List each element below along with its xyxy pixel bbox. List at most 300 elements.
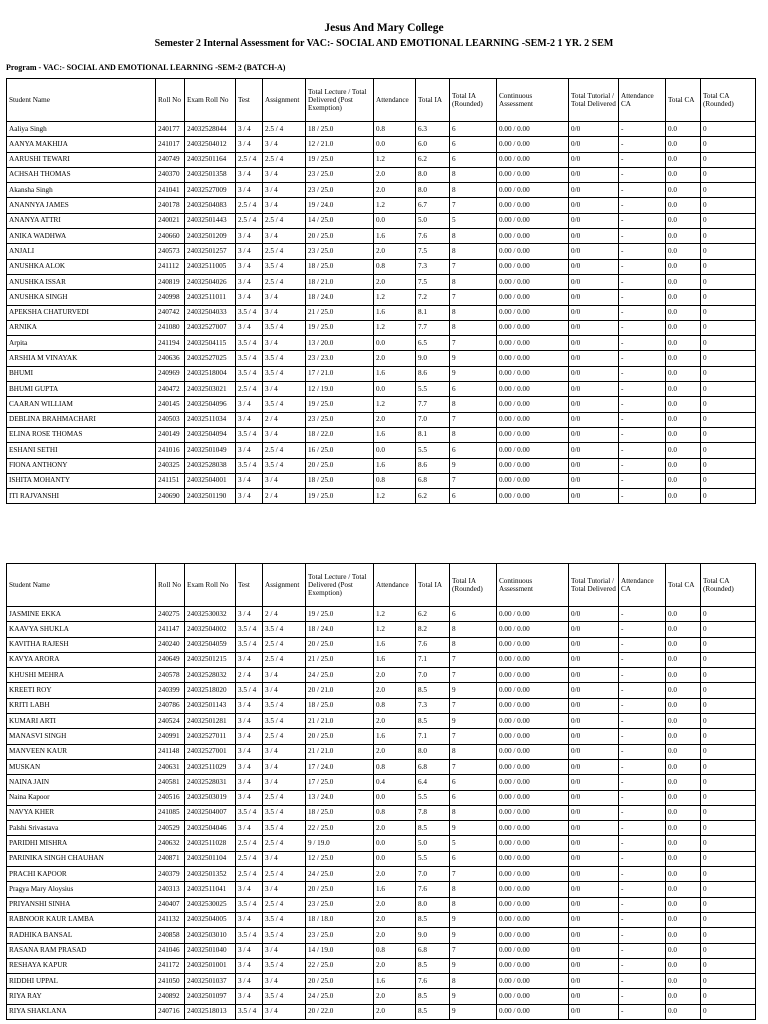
test-cell: 3 / 4 — [236, 320, 263, 335]
student-name-cell: RABNOOR KAUR LAMBA — [7, 912, 156, 927]
total-ca-rounded-cell: 0 — [701, 244, 756, 259]
total-tutorial-cell: 0/0 — [569, 167, 619, 182]
test-cell: 3 / 4 — [236, 958, 263, 973]
attendance-cell: 1.2 — [374, 622, 416, 637]
total-ia-cell: 8.0 — [416, 183, 450, 198]
table-row — [7, 821, 756, 836]
total-ca-cell: 0.0 — [666, 882, 701, 897]
attendance-ca-cell: - — [619, 244, 666, 259]
roll-no-cell: 241016 — [156, 443, 185, 458]
table-row — [7, 775, 756, 790]
total-tutorial-cell: 0/0 — [569, 397, 619, 412]
test-cell: 3.5 / 4 — [236, 305, 263, 320]
total-ca-rounded-cell: 0 — [701, 912, 756, 927]
total-ca-cell: 0.0 — [666, 1004, 701, 1019]
total-ia-cell: 7.6 — [416, 974, 450, 989]
total-lecture-cell: 21 / 25.0 — [306, 652, 374, 667]
total-ca-cell: 0.0 — [666, 443, 701, 458]
total-ca-cell: 0.0 — [666, 958, 701, 973]
total-ca-rounded-cell: 0 — [701, 714, 756, 729]
exam-roll-no-cell: 24032504083 — [185, 198, 236, 213]
exam-roll-no-cell: 24032511028 — [185, 836, 236, 851]
total-ca-cell: 0.0 — [666, 213, 701, 228]
test-cell: 3.5 / 4 — [236, 336, 263, 351]
attendance-ca-cell: - — [619, 336, 666, 351]
test-cell: 3 / 4 — [236, 974, 263, 989]
total-ia-rounded-cell: 7 — [450, 867, 497, 882]
total-tutorial-cell: 0/0 — [569, 668, 619, 683]
attendance-cell: 0.0 — [374, 213, 416, 228]
exam-roll-no-cell: 24032504096 — [185, 397, 236, 412]
total-tutorial-cell: 0/0 — [569, 698, 619, 713]
attendance-cell: 2.0 — [374, 668, 416, 683]
attendance-ca-cell: - — [619, 1004, 666, 1019]
total-tutorial-cell: 0/0 — [569, 775, 619, 790]
student-name-cell: KREETI ROY — [7, 683, 156, 698]
table-row — [7, 229, 756, 244]
total-ia-cell: 7.0 — [416, 668, 450, 683]
total-lecture-cell: 20 / 25.0 — [306, 974, 374, 989]
total-ia-cell: 5.5 — [416, 382, 450, 397]
table-row — [7, 867, 756, 882]
total-ia-rounded-cell: 9 — [450, 366, 497, 381]
table-row — [7, 198, 756, 213]
total-ca-cell: 0.0 — [666, 320, 701, 335]
test-cell: 2.5 / 4 — [236, 213, 263, 228]
student-name-cell: MANVEEN KAUR — [7, 744, 156, 759]
test-cell: 3 / 4 — [236, 489, 263, 504]
continuous-assessment-cell: 0.00 / 0.00 — [497, 759, 569, 774]
column-header-assignment: Assignment — [263, 79, 306, 122]
student-name-cell: ANUSHKA ISSAR — [7, 274, 156, 289]
column-header-attendance-ca: Attendance CA — [619, 79, 666, 122]
total-ia-rounded-cell: 8 — [450, 805, 497, 820]
total-ia-cell: 9.0 — [416, 351, 450, 366]
attendance-cell: 2.0 — [374, 274, 416, 289]
total-ca-rounded-cell: 0 — [701, 259, 756, 274]
total-ca-rounded-cell: 0 — [701, 183, 756, 198]
continuous-assessment-cell: 0.00 / 0.00 — [497, 974, 569, 989]
continuous-assessment-cell: 0.00 / 0.00 — [497, 244, 569, 259]
table-row — [7, 244, 756, 259]
attendance-ca-cell: - — [619, 912, 666, 927]
attendance-cell: 1.6 — [374, 305, 416, 320]
test-cell: 3 / 4 — [236, 244, 263, 259]
table-row — [7, 637, 756, 652]
test-cell: 2.5 / 4 — [236, 836, 263, 851]
total-ia-rounded-cell: 7 — [450, 336, 497, 351]
attendance-ca-cell: - — [619, 213, 666, 228]
assignment-cell: 3 / 4 — [263, 974, 306, 989]
roll-no-cell: 240573 — [156, 244, 185, 259]
total-ca-cell: 0.0 — [666, 366, 701, 381]
attendance-ca-cell: - — [619, 989, 666, 1004]
total-tutorial-cell: 0/0 — [569, 912, 619, 927]
total-ca-rounded-cell: 0 — [701, 336, 756, 351]
test-cell: 3 / 4 — [236, 759, 263, 774]
total-lecture-cell: 20 / 25.0 — [306, 637, 374, 652]
total-ia-rounded-cell: 8 — [450, 622, 497, 637]
total-ca-cell: 0.0 — [666, 928, 701, 943]
roll-no-cell: 240178 — [156, 198, 185, 213]
attendance-cell: 1.6 — [374, 882, 416, 897]
test-cell: 3.5 / 4 — [236, 351, 263, 366]
student-name-cell: ACHSAH THOMAS — [7, 167, 156, 182]
continuous-assessment-cell: 0.00 / 0.00 — [497, 622, 569, 637]
total-ca-cell: 0.0 — [666, 714, 701, 729]
student-name-cell: KAVITHA RAJESH — [7, 637, 156, 652]
total-lecture-cell: 23 / 25.0 — [306, 928, 374, 943]
attendance-ca-cell: - — [619, 759, 666, 774]
total-ca-rounded-cell: 0 — [701, 443, 756, 458]
test-cell: 3 / 4 — [236, 290, 263, 305]
total-ia-cell: 8.6 — [416, 366, 450, 381]
total-tutorial-cell: 0/0 — [569, 412, 619, 427]
exam-roll-no-cell: 24032501001 — [185, 958, 236, 973]
table-row — [7, 790, 756, 805]
total-lecture-cell: 20 / 25.0 — [306, 229, 374, 244]
total-ia-cell: 7.6 — [416, 882, 450, 897]
roll-no-cell: 240819 — [156, 274, 185, 289]
column-header-total-lecture: Total Lecture / Total Delivered (Post Exemption) — [306, 564, 374, 607]
total-lecture-cell: 22 / 25.0 — [306, 821, 374, 836]
roll-no-cell: 240275 — [156, 607, 185, 622]
student-name-cell: BHUMI — [7, 366, 156, 381]
total-ia-cell: 7.2 — [416, 290, 450, 305]
total-tutorial-cell: 0/0 — [569, 897, 619, 912]
attendance-cell: 1.2 — [374, 152, 416, 167]
attendance-cell: 1.6 — [374, 637, 416, 652]
roll-no-cell: 241172 — [156, 958, 185, 973]
student-name-cell: KRITI LABH — [7, 698, 156, 713]
total-ca-cell: 0.0 — [666, 637, 701, 652]
total-ca-cell: 0.0 — [666, 805, 701, 820]
test-cell: 3 / 4 — [236, 607, 263, 622]
attendance-cell: 0.8 — [374, 473, 416, 488]
total-ca-cell: 0.0 — [666, 427, 701, 442]
table-row — [7, 473, 756, 488]
exam-roll-no-cell: 24032518004 — [185, 366, 236, 381]
total-lecture-cell: 18 / 21.0 — [306, 274, 374, 289]
exam-roll-no-cell: 24032530032 — [185, 607, 236, 622]
total-ca-rounded-cell: 0 — [701, 867, 756, 882]
attendance-ca-cell: - — [619, 851, 666, 866]
total-ia-cell: 8.5 — [416, 683, 450, 698]
total-lecture-cell: 19 / 25.0 — [306, 489, 374, 504]
continuous-assessment-cell: 0.00 / 0.00 — [497, 305, 569, 320]
exam-roll-no-cell: 24032504026 — [185, 274, 236, 289]
attendance-ca-cell: - — [619, 867, 666, 882]
continuous-assessment-cell: 0.00 / 0.00 — [497, 259, 569, 274]
roll-no-cell: 240240 — [156, 637, 185, 652]
total-lecture-cell: 18 / 25.0 — [306, 259, 374, 274]
assignment-cell: 2 / 4 — [263, 607, 306, 622]
table-row — [7, 989, 756, 1004]
total-ia-cell: 8.1 — [416, 427, 450, 442]
test-cell: 2.5 / 4 — [236, 867, 263, 882]
column-header-total-ia-rounded: Total IA (Rounded) — [450, 564, 497, 607]
column-header-total-ca: Total CA — [666, 79, 701, 122]
total-lecture-cell: 18 / 24.0 — [306, 290, 374, 305]
exam-roll-no-cell: 24032518020 — [185, 683, 236, 698]
total-ia-rounded-cell: 6 — [450, 775, 497, 790]
total-ca-cell: 0.0 — [666, 744, 701, 759]
test-cell: 3 / 4 — [236, 274, 263, 289]
student-name-cell: Pragya Mary Aloysius — [7, 882, 156, 897]
exam-roll-no-cell: 24032504001 — [185, 473, 236, 488]
test-cell: 3 / 4 — [236, 652, 263, 667]
total-ia-cell: 6.0 — [416, 137, 450, 152]
student-name-cell: RIYA RAY — [7, 989, 156, 1004]
total-ca-cell: 0.0 — [666, 152, 701, 167]
continuous-assessment-cell: 0.00 / 0.00 — [497, 183, 569, 198]
test-cell: 3 / 4 — [236, 821, 263, 836]
column-header-continuous-assessment: Continuous Assessment — [497, 564, 569, 607]
test-cell: 3 / 4 — [236, 167, 263, 182]
exam-roll-no-cell: 24032527025 — [185, 351, 236, 366]
exam-roll-no-cell: 24032501164 — [185, 152, 236, 167]
exam-roll-no-cell: 24032528032 — [185, 668, 236, 683]
total-ia-rounded-cell: 9 — [450, 821, 497, 836]
total-ca-rounded-cell: 0 — [701, 412, 756, 427]
test-cell: 3 / 4 — [236, 729, 263, 744]
continuous-assessment-cell: 0.00 / 0.00 — [497, 882, 569, 897]
attendance-ca-cell: - — [619, 274, 666, 289]
attendance-ca-cell: - — [619, 729, 666, 744]
total-ca-rounded-cell: 0 — [701, 458, 756, 473]
total-ca-cell: 0.0 — [666, 397, 701, 412]
assignment-cell: 3 / 4 — [263, 382, 306, 397]
total-ia-rounded-cell: 9 — [450, 714, 497, 729]
roll-no-cell: 240529 — [156, 821, 185, 836]
table-row — [7, 759, 756, 774]
total-ca-rounded-cell: 0 — [701, 489, 756, 504]
column-header-total-lecture: Total Lecture / Total Delivered (Post Exemption) — [306, 79, 374, 122]
column-header-student-name: Student Name — [7, 79, 156, 122]
roll-no-cell: 240991 — [156, 729, 185, 744]
attendance-cell: 1.6 — [374, 729, 416, 744]
roll-no-cell: 241085 — [156, 805, 185, 820]
table-row — [7, 427, 756, 442]
assignment-cell: 3.5 / 4 — [263, 698, 306, 713]
total-ia-rounded-cell: 5 — [450, 836, 497, 851]
attendance-cell: 2.0 — [374, 183, 416, 198]
total-tutorial-cell: 0/0 — [569, 274, 619, 289]
table-row — [7, 137, 756, 152]
table-row — [7, 259, 756, 274]
total-ca-rounded-cell: 0 — [701, 729, 756, 744]
roll-no-cell: 240716 — [156, 1004, 185, 1019]
test-cell: 2.5 / 4 — [236, 152, 263, 167]
test-cell: 3.5 / 4 — [236, 427, 263, 442]
column-header-attendance-ca: Attendance CA — [619, 564, 666, 607]
test-cell: 3 / 4 — [236, 412, 263, 427]
total-ca-cell: 0.0 — [666, 622, 701, 637]
continuous-assessment-cell: 0.00 / 0.00 — [497, 443, 569, 458]
column-header-roll-no: Roll No — [156, 564, 185, 607]
total-ia-rounded-cell: 8 — [450, 244, 497, 259]
attendance-cell: 1.2 — [374, 489, 416, 504]
total-ia-rounded-cell: 7 — [450, 412, 497, 427]
total-ia-rounded-cell: 6 — [450, 489, 497, 504]
continuous-assessment-cell: 0.00 / 0.00 — [497, 912, 569, 927]
table-row — [7, 290, 756, 305]
total-lecture-cell: 13 / 20.0 — [306, 336, 374, 351]
attendance-ca-cell: - — [619, 790, 666, 805]
total-ca-cell: 0.0 — [666, 137, 701, 152]
table-row — [7, 805, 756, 820]
total-lecture-cell: 18 / 25.0 — [306, 805, 374, 820]
test-cell: 3 / 4 — [236, 259, 263, 274]
continuous-assessment-cell: 0.00 / 0.00 — [497, 382, 569, 397]
total-lecture-cell: 9 / 19.0 — [306, 836, 374, 851]
exam-roll-no-cell: 24032504046 — [185, 821, 236, 836]
total-ia-cell: 7.7 — [416, 397, 450, 412]
student-name-cell: Arpita — [7, 336, 156, 351]
total-ca-cell: 0.0 — [666, 867, 701, 882]
continuous-assessment-cell: 0.00 / 0.00 — [497, 668, 569, 683]
total-lecture-cell: 12 / 19.0 — [306, 382, 374, 397]
assignment-cell: 3.5 / 4 — [263, 714, 306, 729]
total-lecture-cell: 18 / 25.0 — [306, 122, 374, 137]
student-name-cell: ANUSHKA ALOK — [7, 259, 156, 274]
continuous-assessment-cell: 0.00 / 0.00 — [497, 714, 569, 729]
student-name-cell: FIONA ANTHONY — [7, 458, 156, 473]
continuous-assessment-cell: 0.00 / 0.00 — [497, 958, 569, 973]
total-ca-cell: 0.0 — [666, 244, 701, 259]
table-row — [7, 714, 756, 729]
attendance-ca-cell: - — [619, 821, 666, 836]
attendance-ca-cell: - — [619, 489, 666, 504]
total-lecture-cell: 19 / 24.0 — [306, 198, 374, 213]
attendance-ca-cell: - — [619, 382, 666, 397]
total-ia-cell: 6.8 — [416, 943, 450, 958]
test-cell: 3.5 / 4 — [236, 928, 263, 943]
total-lecture-cell: 21 / 25.0 — [306, 305, 374, 320]
total-lecture-cell: 24 / 25.0 — [306, 989, 374, 1004]
exam-roll-no-cell: 24032501097 — [185, 989, 236, 1004]
total-ca-rounded-cell: 0 — [701, 122, 756, 137]
total-ia-rounded-cell: 5 — [450, 213, 497, 228]
continuous-assessment-cell: 0.00 / 0.00 — [497, 790, 569, 805]
test-cell: 3 / 4 — [236, 473, 263, 488]
attendance-cell: 2.0 — [374, 412, 416, 427]
assignment-cell: 3 / 4 — [263, 882, 306, 897]
student-name-cell: PARIDHI MISHRA — [7, 836, 156, 851]
student-name-cell: KHUSHI MEHRA — [7, 668, 156, 683]
student-name-cell: NAVYA KHER — [7, 805, 156, 820]
total-ia-cell: 6.4 — [416, 775, 450, 790]
exam-roll-no-cell: 24032518013 — [185, 1004, 236, 1019]
total-ia-cell: 7.8 — [416, 805, 450, 820]
total-ca-rounded-cell: 0 — [701, 958, 756, 973]
test-cell: 3 / 4 — [236, 912, 263, 927]
table-row — [7, 683, 756, 698]
attendance-ca-cell: - — [619, 652, 666, 667]
attendance-ca-cell: - — [619, 122, 666, 137]
total-ca-rounded-cell: 0 — [701, 167, 756, 182]
roll-no-cell: 240399 — [156, 683, 185, 698]
roll-no-cell: 240786 — [156, 698, 185, 713]
total-ca-cell: 0.0 — [666, 351, 701, 366]
table-row — [7, 928, 756, 943]
column-header-assignment: Assignment — [263, 564, 306, 607]
report-subtitle: Semester 2 Internal Assessment for VAC:- SOCIAL AND EMOTIONAL LEARNING -SEM-2 1 YR. 2 SEM — [154, 38, 614, 49]
attendance-ca-cell: - — [619, 397, 666, 412]
assignment-cell: 2.5 / 4 — [263, 729, 306, 744]
total-lecture-cell: 18 / 25.0 — [306, 473, 374, 488]
assignment-cell: 3 / 4 — [263, 775, 306, 790]
roll-no-cell: 240516 — [156, 790, 185, 805]
exam-roll-no-cell: 24032504059 — [185, 637, 236, 652]
total-ia-rounded-cell: 6 — [450, 607, 497, 622]
attendance-cell: 0.8 — [374, 759, 416, 774]
total-tutorial-cell: 0/0 — [569, 244, 619, 259]
continuous-assessment-cell: 0.00 / 0.00 — [497, 729, 569, 744]
total-ia-cell: 6.2 — [416, 607, 450, 622]
total-tutorial-cell: 0/0 — [569, 683, 619, 698]
total-tutorial-cell: 0/0 — [569, 213, 619, 228]
total-ia-rounded-cell: 8 — [450, 744, 497, 759]
test-cell: 3 / 4 — [236, 943, 263, 958]
total-ia-rounded-cell: 8 — [450, 897, 497, 912]
student-name-cell: PRACHI KAPOOR — [7, 867, 156, 882]
roll-no-cell: 240749 — [156, 152, 185, 167]
continuous-assessment-cell: 0.00 / 0.00 — [497, 137, 569, 152]
table-row — [7, 622, 756, 637]
total-tutorial-cell: 0/0 — [569, 290, 619, 305]
total-tutorial-cell: 0/0 — [569, 652, 619, 667]
total-ia-rounded-cell: 8 — [450, 274, 497, 289]
attendance-ca-cell: - — [619, 668, 666, 683]
column-header-total-ia: Total IA — [416, 79, 450, 122]
exam-roll-no-cell: 24032501215 — [185, 652, 236, 667]
total-ia-rounded-cell: 6 — [450, 443, 497, 458]
total-ca-rounded-cell: 0 — [701, 744, 756, 759]
test-cell: 3.5 / 4 — [236, 897, 263, 912]
total-ia-cell: 5.5 — [416, 851, 450, 866]
table-row — [7, 366, 756, 381]
assignment-cell: 2.5 / 4 — [263, 637, 306, 652]
total-lecture-cell: 23 / 23.0 — [306, 351, 374, 366]
total-tutorial-cell: 0/0 — [569, 928, 619, 943]
total-lecture-cell: 13 / 24.0 — [306, 790, 374, 805]
attendance-cell: 1.6 — [374, 229, 416, 244]
continuous-assessment-cell: 0.00 / 0.00 — [497, 458, 569, 473]
table-row — [7, 668, 756, 683]
total-ca-cell: 0.0 — [666, 122, 701, 137]
column-header-total-ca-rounded: Total CA (Rounded) — [701, 79, 756, 122]
attendance-ca-cell: - — [619, 958, 666, 973]
college-title: Jesus And Mary College — [324, 22, 444, 34]
assignment-cell: 2.5 / 4 — [263, 897, 306, 912]
total-ia-cell: 7.3 — [416, 259, 450, 274]
attendance-ca-cell: - — [619, 167, 666, 182]
assignment-cell: 2.5 / 4 — [263, 867, 306, 882]
total-tutorial-cell: 0/0 — [569, 974, 619, 989]
column-header-total-tutorial: Total Tutorial / Total Delivered — [569, 564, 619, 607]
student-name-cell: KUMARI ARTI — [7, 714, 156, 729]
table-row — [7, 958, 756, 973]
table-row — [7, 943, 756, 958]
student-name-cell: ELINA ROSE THOMAS — [7, 427, 156, 442]
total-ia-rounded-cell: 8 — [450, 637, 497, 652]
attendance-cell: 1.2 — [374, 397, 416, 412]
roll-no-cell: 240407 — [156, 897, 185, 912]
student-name-cell: PRIYANSHI SINHA — [7, 897, 156, 912]
attendance-cell: 0.8 — [374, 122, 416, 137]
total-ca-rounded-cell: 0 — [701, 397, 756, 412]
